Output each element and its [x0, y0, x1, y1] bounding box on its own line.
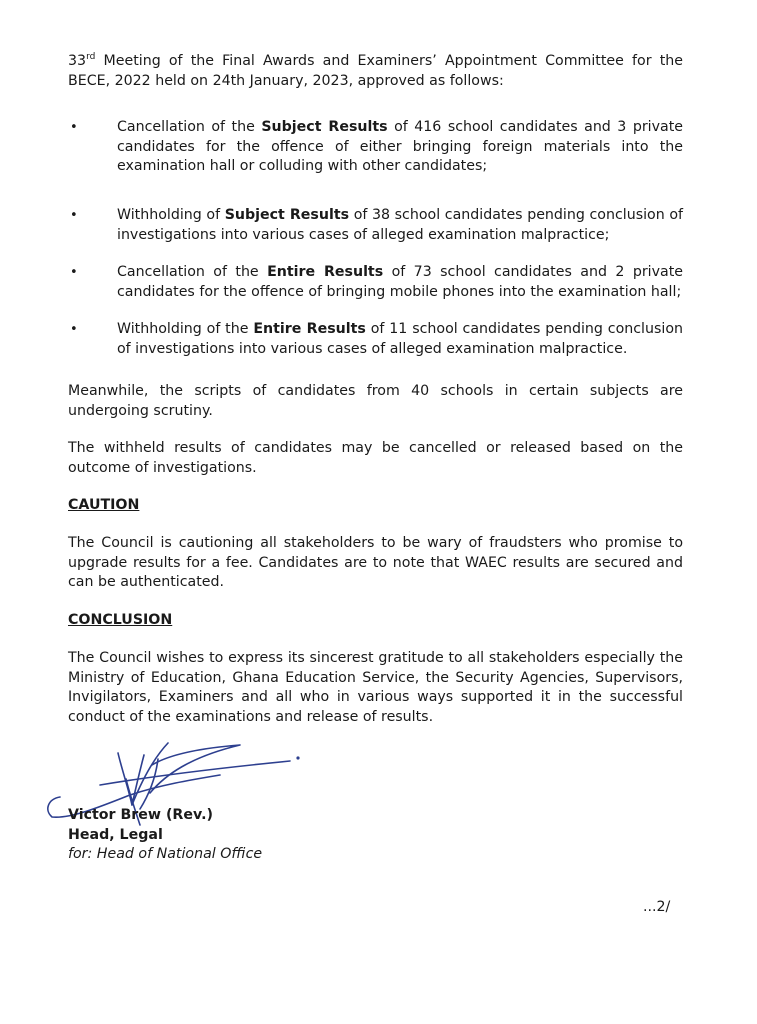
bullet-suffix: of 38 school candidates pending conclusion of investigations into various cases of alleged examination malpractice; — [117, 207, 683, 243]
withheld-paragraph: The withheld results of candidates may be cancelled or released based on the outcome of investigations. — [68, 440, 683, 476]
bullet-item-subject-cancellation — [117, 118, 683, 177]
bullet-prefix: Withholding of the — [117, 321, 254, 337]
conclusion-heading: CONCLUSION — [68, 612, 173, 628]
bullet-bold: Entire Results — [253, 321, 366, 337]
bullet-icon: • — [70, 265, 78, 280]
intro-text: Meeting of the Final Awards and Examiners’ Appointment Committee for the BECE, 2022 held on 24th January, 2023, approved as follows: — [68, 53, 683, 89]
bullet-suffix: of 11 school candidates pending conclusion of investigations into various cases of alleged examination malpractice. — [117, 321, 683, 357]
signatory-title: Head, Legal — [68, 826, 163, 843]
meanwhile-paragraph: Meanwhile, the scripts of candidates from 40 schools in certain subjects are undergoing scrutiny. — [68, 383, 683, 419]
bullet-item-entire-withholding — [117, 320, 683, 359]
conclusion-paragraph: The Council wishes to express its sincerest gratitude to all stakeholders especially the Ministry of Education, Ghana Education Service, the Security Agencies, Supervisors, Invigilators, Examiners and all who in various ways supported it in the successful conduct of the examinations and release of results. — [68, 650, 683, 725]
signatory-on-behalf: for: Head of National Office — [68, 846, 263, 862]
intro-ordinal: 33 — [68, 53, 87, 69]
bullet-bold: Subject Results — [261, 119, 388, 135]
bullet-prefix: Cancellation of the — [117, 264, 268, 280]
bullet-item-subject-withholding — [117, 206, 683, 245]
bullet-bold: Subject Results — [224, 207, 350, 223]
intro-ordinal-suffix: rd — [86, 52, 96, 62]
caution-heading: CAUTION — [68, 497, 140, 513]
bullet-prefix: Withholding of — [117, 207, 225, 223]
caution-paragraph: The Council is cautioning all stakeholders to be wary of fraudsters who promise to upgrade results for a fee. Candidates are to note that WAEC results are secured and can be authenticated. — [68, 535, 683, 590]
signature-block — [68, 806, 262, 865]
bullet-bold: Entire Results — [267, 264, 384, 280]
bullet-suffix: of 73 school candidates and 2 private candidates for the offence of bringing mobile phones into the examination hall; — [117, 264, 683, 300]
bullet-suffix: of 416 school candidates and 3 private candidates for the offence of either bringing foreign materials into the examination hall or colluding with other candidates; — [117, 119, 683, 174]
bullet-item-entire-cancellation — [117, 263, 683, 302]
page-continuation-marker: ...2/ — [643, 899, 671, 915]
intro-paragraph — [68, 52, 683, 91]
signatory-name: Victor Brew (Rev.) — [68, 807, 213, 823]
bullet-icon: • — [70, 322, 78, 337]
bullet-icon: • — [70, 120, 78, 135]
bullet-icon: • — [70, 208, 78, 223]
bullet-prefix: Cancellation of the — [117, 119, 262, 135]
